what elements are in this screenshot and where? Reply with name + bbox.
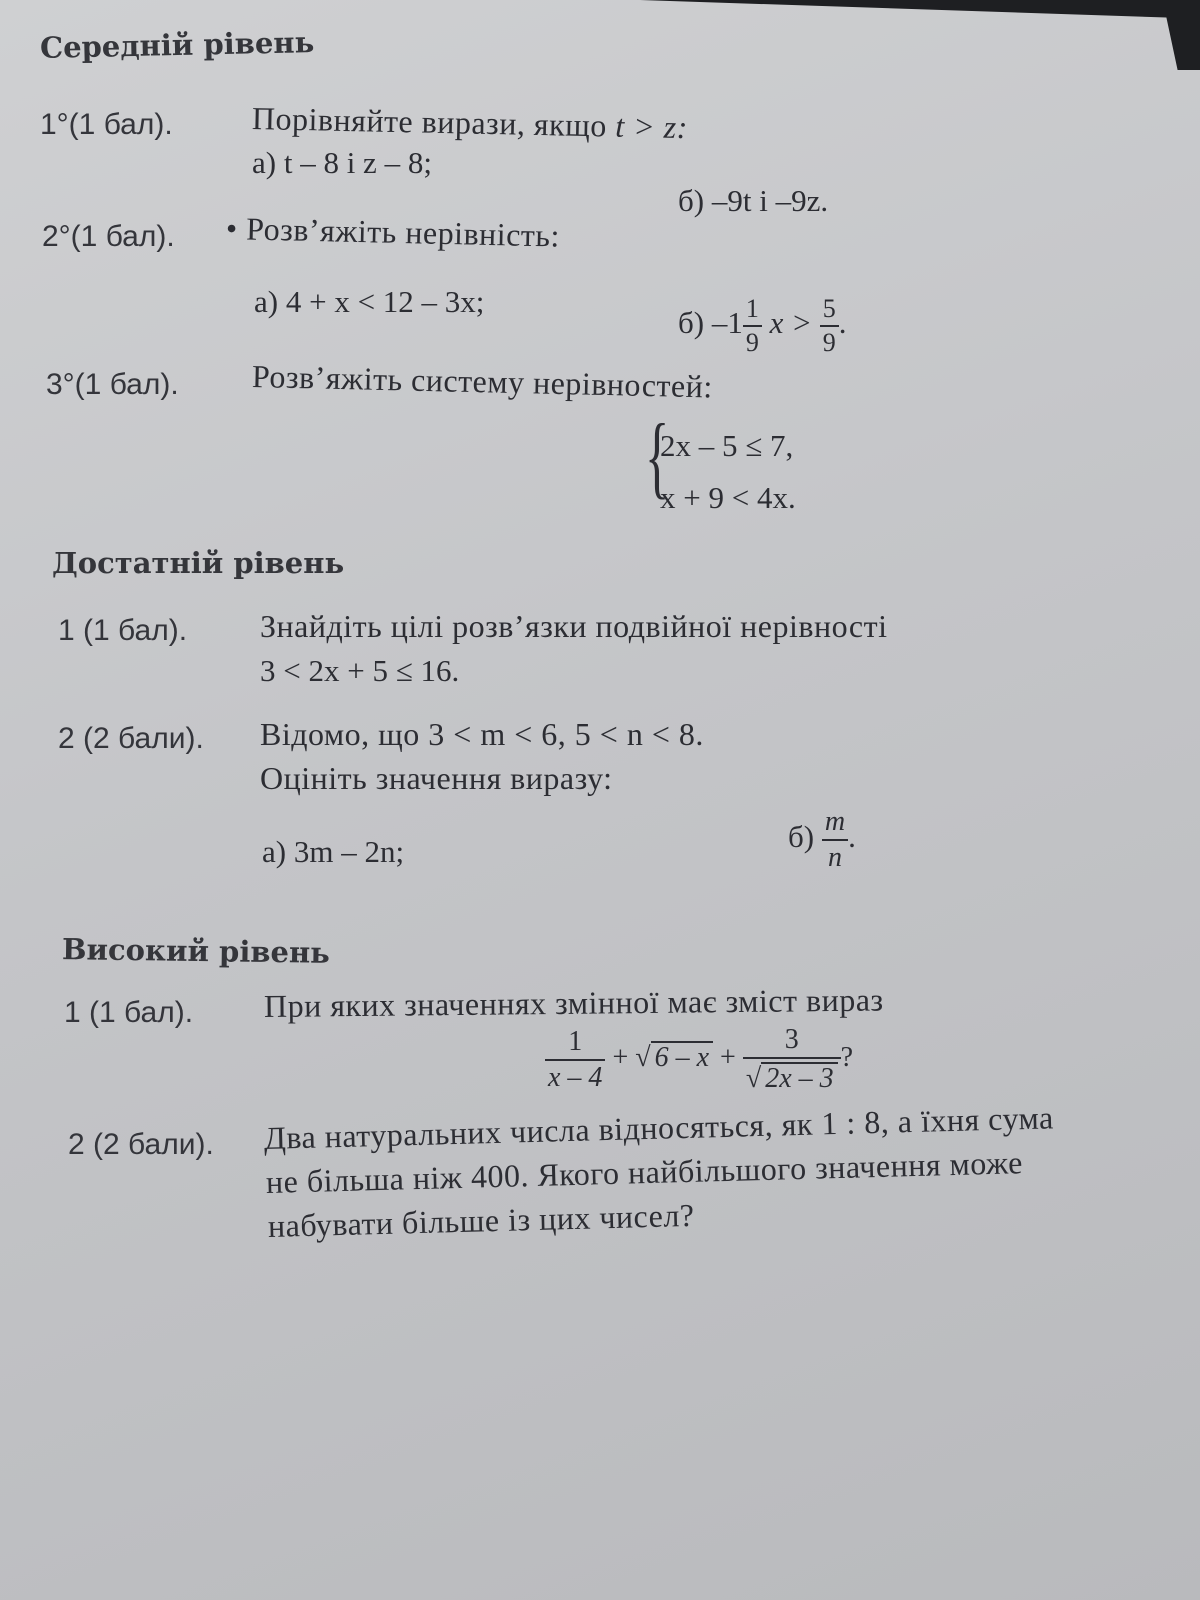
system-line-2: x + 9 < 4x. [660,480,796,515]
task-line-1: Два натуральних числа відносяться, як 1 : 8, а їхня сума [263,1099,1055,1156]
task-option-a: а) 3m – 2n; [262,834,405,869]
task-line-2: 3 < 2x + 5 ≤ 16. [260,653,460,688]
task-option-b: б) –9t і –9z. [678,183,829,218]
task-option-a: а) t – 8 і z – 8; [252,145,432,180]
task-text: При яких значеннях змінної має зміст вираз [263,981,884,1024]
task-line-3: набувати більше із цих чисел? [267,1196,695,1244]
system-brace: { [645,405,670,507]
task-number: 2 (2 бали). [58,722,204,755]
task-option-b: б) $\frac{m}{n}$ . [788,806,856,873]
task-text: • Розв’яжіть нерівність: [225,210,561,254]
task-text: Відомо, що 3 < m < 6, 5 < n < 8. [260,716,704,752]
section-title-medium: Середній рівень [39,25,315,65]
task-number: 2°(1 бал). [42,220,175,253]
task-number: 2 (2 бали). [68,1128,214,1161]
task-number: 1 (1 бал). [64,996,194,1029]
task-line-2: Оцініть значення виразу: [260,760,613,796]
task-text: Знайдіть цілі розв’язки подвійної нерівності [260,608,888,644]
section-title-sufficient: Достатній рівень [52,546,345,580]
task-number: 3°(1 бал). [46,368,179,401]
task-number: 1 (1 бал). [58,614,188,647]
task-text: Розв’яжіть систему нерівностей: [251,358,714,405]
task-text: Порівняйте вирази, якщо t > z: [251,100,689,146]
task-number: 1°(1 бал). [40,108,173,141]
task-option-a: а) 4 + x < 12 – 3x; [254,284,485,319]
task-line-2: не більша ніж 400. Якого найбільшого значення може [265,1144,1024,1200]
page-shadow-corner [640,0,1200,70]
task-option-b: б) –1 $\frac{1}{9}$ x > $\frac{5}{9}$ . [678,294,847,357]
task-expression: $\frac{1}{x - 4}$ + √ 6 – x + $\frac{3}{√ 2x - 3}$ ? [545,1026,853,1093]
section-title-high: Високий рівень [61,932,331,970]
system-line-1: 2x – 5 ≤ 7, [660,428,794,463]
